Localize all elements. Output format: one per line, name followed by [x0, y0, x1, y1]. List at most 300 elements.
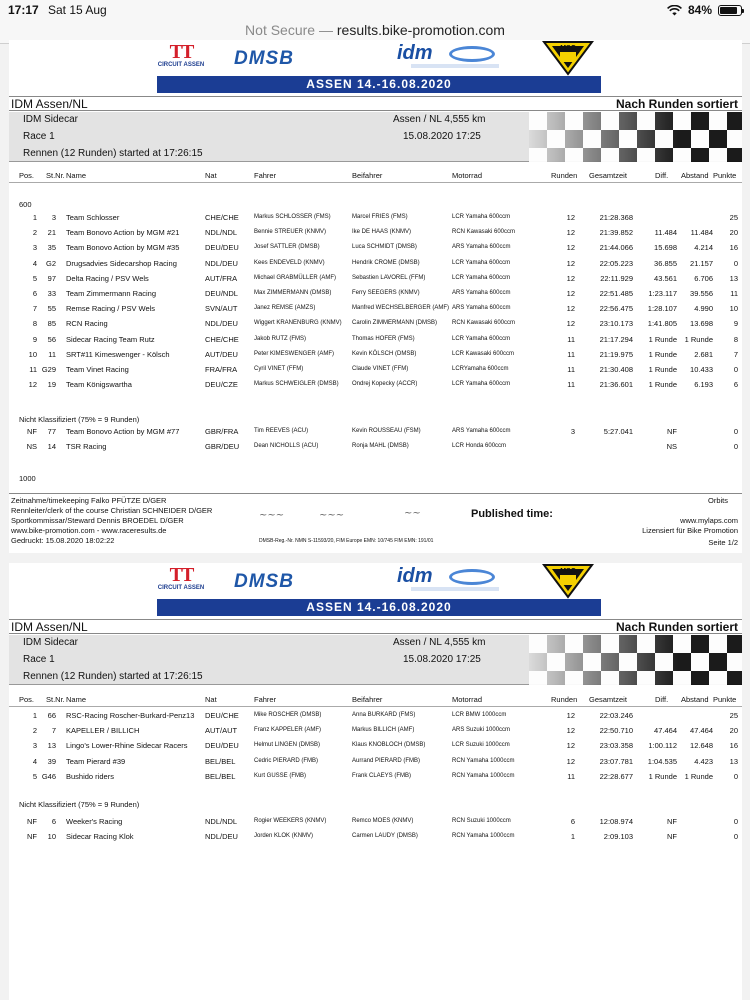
table-row	[9, 739, 742, 753]
table-row	[9, 425, 742, 439]
status-time: 17:17	[8, 3, 39, 17]
cell-diff: 36.855	[654, 258, 677, 268]
cell-pos: 3	[32, 741, 37, 751]
cell-pos: 2	[32, 228, 37, 238]
cell-nr: 55	[47, 304, 56, 314]
cell-punkte: 16	[729, 243, 738, 253]
cell-diff: 1:04.535	[647, 756, 677, 766]
cell-name: Team Königswartha	[66, 380, 132, 390]
race-name: Race 1	[23, 654, 55, 665]
cell-punkte: 25	[729, 711, 738, 720]
cell-diff: 1:00.112	[648, 741, 677, 751]
cell-diff: 1 Runde	[648, 365, 677, 374]
cell-motorrad: ARS Yamaha 600ccm	[452, 428, 511, 434]
not-classified-label: Nicht Klassifiziert (75% = 9 Runden)	[19, 415, 140, 424]
page-title-bar	[9, 96, 742, 111]
cell-zeit: 21:28.368	[599, 213, 633, 222]
cell-nr: 33	[47, 289, 56, 298]
cell-punkte: 0	[733, 258, 738, 268]
cell-nat: GBR/FRA	[205, 427, 239, 436]
cell-nat: AUT/FRA	[205, 273, 238, 283]
mylaps-link[interactable]: www.mylaps.com	[680, 516, 738, 525]
cell-zeit: 21:39.852	[599, 228, 633, 238]
svg-text:MSC: MSC	[560, 45, 576, 52]
table-row	[9, 317, 742, 331]
wifi-icon	[667, 5, 682, 16]
cell-fahrer: Janez REMSE (AMZS)	[254, 305, 316, 312]
cell-zeit: 22:50.710	[599, 726, 633, 736]
cell-abstand: 4.423	[694, 756, 713, 766]
cell-fahrer: Bennie STREUER (KNMV)	[254, 229, 327, 236]
cell-runden: 12	[566, 228, 575, 238]
table-row	[9, 755, 742, 769]
circuit-assen-logo: TT CIRCUIT ASSEN	[157, 41, 205, 68]
cell-nat: DEU/NDL	[205, 289, 238, 298]
table-row	[9, 440, 742, 454]
page-title-bar	[9, 619, 742, 634]
table-row	[9, 378, 742, 392]
table-row	[9, 257, 742, 271]
cell-abstand: 12.648	[690, 741, 713, 751]
cell-punkte: 9	[733, 319, 738, 329]
cell-nr: 3	[51, 213, 56, 222]
cell-name: KAPELLER / BILLICH	[66, 726, 140, 736]
race-datetime: 15.08.2020 17:25	[403, 131, 481, 142]
race-class: IDM Sidecar	[23, 637, 79, 648]
cell-diff: 1 Runde	[648, 771, 677, 781]
cell-pos: 1	[32, 711, 37, 720]
cell-runden: 6	[570, 817, 575, 826]
battery-level	[720, 7, 737, 14]
cell-pos: 3	[32, 243, 37, 253]
cell-runden: 11	[567, 771, 575, 781]
cell-pos: 11	[29, 365, 37, 374]
cell-motorrad: RCN Kawasaki 600ccm	[452, 320, 516, 327]
table-row	[9, 770, 742, 784]
cell-beifahrer: Carolin ZIMMERMANN (DMSB)	[352, 320, 438, 327]
cell-motorrad: RCN Yamaha 1000ccm	[452, 757, 515, 764]
cell-zeit: 5:27.041	[603, 427, 633, 436]
cell-motorrad: RCN Kawasaki 600ccm	[452, 229, 516, 236]
cell-zeit: 21:19.975	[599, 349, 633, 359]
cell-name: Team Pierard #39	[66, 756, 126, 766]
cell-zeit: 22:51.485	[599, 289, 633, 298]
battery-icon	[718, 5, 742, 16]
cell-fahrer: Wiggert KRANENBURG (KNMV)	[254, 320, 342, 327]
cell-pos: 2	[32, 726, 37, 736]
race-info	[9, 635, 742, 685]
cell-diff: NF	[667, 817, 677, 826]
cell-beifahrer: Marcel FRIES (FMS)	[352, 214, 408, 220]
cell-abstand: 47.464	[690, 726, 713, 736]
cell-zeit: 22:03.246	[599, 711, 633, 720]
url-domain: results.bike-promotion.com	[336, 22, 505, 38]
cell-beifahrer: Claude VINET (FFM)	[352, 366, 409, 372]
ccm-label-600: 600	[19, 200, 32, 209]
cell-abstand: 6.706	[694, 273, 713, 283]
page-title: IDM Assen/NL	[11, 620, 88, 634]
cell-runden: 1	[570, 832, 575, 842]
cell-pos: 5	[32, 771, 37, 781]
website-link[interactable]: www.bike-promotion.com - www.raceresults.de	[11, 526, 167, 535]
cell-punkte: 0	[733, 442, 738, 452]
cell-nat: GBR/DEU	[205, 442, 240, 452]
table-row	[9, 724, 742, 738]
cell-pos: 6	[32, 289, 37, 298]
cell-runden: 12	[566, 304, 575, 314]
cell-name: Bushido riders	[66, 771, 114, 781]
cell-beifahrer: Markus BILLICH (AMF)	[352, 727, 415, 734]
cell-zeit: 2:09.103	[603, 832, 633, 842]
cell-abstand: 4.214	[694, 243, 713, 253]
cell-nr: 77	[47, 427, 56, 436]
orbits-label: Orbits	[707, 496, 728, 505]
cell-zeit: 21:17.294	[599, 334, 633, 344]
cell-name: Team Vinet Racing	[66, 365, 129, 374]
cell-motorrad: LCRYamaha 600ccm	[452, 366, 509, 372]
cell-nr: 10	[47, 832, 56, 842]
table-row	[9, 815, 742, 829]
cell-fahrer: Max ZIMMERMANN (DMSB)	[254, 290, 332, 296]
track-info: Assen / NL 4,555 km	[393, 637, 486, 648]
cell-fahrer: Markus SCHWEIGLER (DMSB)	[254, 381, 339, 388]
cell-nat: FRA/FRA	[205, 365, 238, 374]
table-row	[9, 348, 742, 362]
cell-diff: 15.698	[654, 243, 677, 253]
cell-abstand: 11.484	[690, 228, 713, 238]
cell-nat: DEU/DEU	[205, 243, 239, 253]
cell-motorrad: LCR BMW 1000ccm	[452, 712, 507, 718]
cell-abstand: 21.157	[690, 258, 713, 268]
cell-runden: 12	[566, 726, 575, 736]
cell-runden: 12	[566, 258, 575, 268]
cell-runden: 11	[567, 349, 575, 359]
circuit-assen-logo: TT CIRCUIT ASSEN	[157, 564, 205, 591]
cell-abstand: 1 Runde	[684, 771, 713, 781]
cell-motorrad: RCN Yamaha 1000ccm	[452, 772, 515, 779]
cell-motorrad: ARS Yamaha 600ccm	[452, 305, 511, 312]
battery-percent: 84%	[687, 3, 712, 17]
cell-name: Lingo's Lower-Rhine Sidecar Racers	[66, 741, 188, 751]
status-right	[667, 3, 742, 17]
cell-name: SRT#11 Kimeswenger - Kölsch	[66, 349, 170, 359]
cell-motorrad: LCR Yamaha 600ccm	[452, 381, 511, 388]
cell-beifahrer: Anna BURKARD (FMS)	[352, 712, 416, 718]
cell-name: Team Schlosser	[66, 213, 120, 222]
cell-nat: AUT/AUT	[205, 726, 238, 736]
cell-nr: 6	[51, 817, 56, 826]
cell-pos: 10	[28, 349, 37, 359]
cell-motorrad: ARS Suzuki 1000ccm	[452, 727, 511, 734]
cell-name: Sidecar Racing Klok	[66, 832, 134, 842]
cell-punkte: 13	[729, 273, 738, 283]
cell-name: Sidecar Racing Team Rutz	[66, 334, 155, 344]
cell-zeit: 22:28.677	[599, 771, 633, 781]
cell-diff: NF	[667, 832, 677, 842]
cell-zeit: 22:05.223	[599, 258, 633, 268]
cell-nat: BEL/BEL	[205, 771, 236, 781]
cell-fahrer: Peter KIMESWENGER (AMF)	[254, 350, 335, 357]
event-banner: ASSEN 14.-16.08.2020	[157, 599, 601, 616]
cell-nat: NDL/NDL	[205, 817, 238, 826]
cell-abstand: 4.990	[694, 304, 713, 314]
idm-logo: idm	[397, 42, 507, 72]
cell-nr: 19	[47, 380, 56, 390]
cell-punkte: 0	[733, 771, 738, 781]
cell-beifahrer: Carmen LAUDY (DMSB)	[352, 833, 418, 840]
registration: DMSB-Reg.-Nr. NMN S-11593/20, FIM Europe EMN: 10/745 FIM EMN: 191/01	[259, 538, 434, 544]
cell-beifahrer: Ferry SEEGERS (KNMV)	[352, 290, 420, 296]
cell-fahrer: Markus SCHLOSSER (FMS)	[254, 214, 331, 220]
cell-diff: 1:23.117	[648, 289, 677, 298]
sort-label: Nach Runden sortiert	[615, 620, 738, 634]
cell-fahrer: Dean NICHOLLS (ACU)	[254, 443, 319, 450]
cell-nr: 13	[47, 741, 56, 751]
cell-zeit: 22:11.929	[600, 273, 633, 283]
cell-diff: NF	[667, 427, 677, 436]
cell-runden: 12	[566, 741, 575, 751]
cell-fahrer: Josef SATTLER (DMSB)	[254, 244, 320, 251]
cell-zeit: 12:08.974	[599, 817, 633, 826]
cell-runden: 12	[566, 213, 575, 222]
cell-nat: CHE/CHE	[205, 213, 239, 222]
page-footer	[9, 493, 742, 553]
cell-runden: 11	[567, 380, 575, 390]
cell-name: Team Bonovo Action by MGM #21	[66, 228, 180, 238]
cell-name: RSC-Racing Roscher-Burkard-Penz13	[66, 711, 195, 720]
license-text: Lizensiert für Bike Promotion	[642, 526, 738, 535]
cell-name: Team Bonovo Action by MGM #35	[66, 243, 180, 253]
cell-nr: G2	[45, 258, 56, 268]
cell-beifahrer: Manfred WECHSELBERGER (AMF)	[352, 305, 450, 312]
msc-logo	[542, 40, 594, 76]
cell-pos: 1	[32, 213, 37, 222]
event-banner: ASSEN 14.-16.08.2020	[157, 76, 601, 93]
clerk: Rennleiter/clerk of the course Christian SCHNEIDER D/GER	[11, 506, 213, 515]
cell-nr: 39	[47, 756, 56, 766]
cell-name: RCN Racing	[66, 319, 108, 329]
cell-diff: 1:41.805	[647, 319, 677, 329]
checkered-flag	[529, 635, 742, 685]
cell-diff: 47.464	[654, 726, 677, 736]
page-title: IDM Assen/NL	[11, 97, 88, 111]
table-header: Pos. St.Nr. Name Nat Fahrer Beifahrer Motorrad Runden Gesamtzeit Diff. Abstand Punkte	[9, 693, 742, 707]
cell-beifahrer: Remco MOES (KNMV)	[352, 818, 414, 824]
cell-pos: NF	[27, 832, 37, 842]
signature-1: ~~~	[259, 510, 285, 521]
results-page-2	[9, 563, 742, 1000]
cell-pos: NS	[26, 442, 37, 452]
cell-beifahrer: Frank CLAEYS (FMB)	[352, 772, 412, 779]
cell-motorrad: LCR Yamaha 600ccm	[452, 214, 511, 220]
cell-nr: 21	[47, 228, 56, 238]
cell-nr: 14	[47, 442, 56, 452]
cell-beifahrer: Luca SCHMIDT (DMSB)	[352, 244, 417, 251]
cell-punkte: 6	[733, 380, 738, 390]
cell-runden: 12	[566, 711, 575, 720]
cell-fahrer: Kees ENDEVELD (KNMV)	[254, 259, 325, 266]
table-row	[9, 302, 742, 316]
cell-zeit: 23:07.781	[599, 756, 633, 766]
table-row	[9, 241, 742, 255]
cell-nr: G29	[41, 365, 56, 374]
cell-motorrad: LCR Yamaha 600ccm	[452, 274, 511, 281]
race-class: IDM Sidecar	[23, 114, 79, 125]
cell-punkte: 16	[729, 741, 738, 751]
cell-nat: CHE/CHE	[205, 334, 239, 344]
idm-logo: idm	[397, 565, 507, 595]
timekeeping: Zeitnahme/timekeeping Falko PFÜTZE D/GER	[11, 496, 167, 505]
cell-abstand: 1 Runde	[684, 334, 713, 344]
cell-nat: DEU/CHE	[205, 711, 239, 720]
cell-nr: 35	[47, 243, 56, 253]
cell-diff: 43.561	[654, 273, 677, 283]
table-row	[9, 226, 742, 240]
cell-punkte: 25	[729, 213, 738, 222]
cell-pos: 5	[32, 273, 37, 283]
cell-runden: 11	[567, 334, 575, 344]
cell-runden: 12	[566, 756, 575, 766]
cell-motorrad: ARS Yamaha 600ccm	[452, 244, 511, 251]
cell-nat: NDL/NDL	[205, 228, 238, 238]
cell-diff: 11.484	[654, 228, 677, 238]
cell-punkte: 20	[729, 228, 738, 238]
cell-diff: 1:28.107	[647, 304, 677, 314]
sort-label: Nach Runden sortiert	[615, 97, 738, 111]
page-number: Seite 1/2	[708, 538, 738, 547]
cell-abstand: 13.698	[690, 319, 713, 329]
cell-motorrad: LCR Suzuki 1000ccm	[452, 742, 510, 749]
cell-abstand: 39.556	[690, 289, 713, 298]
cell-nat: SVN/AUT	[205, 304, 238, 314]
cell-diff: 1 Runde	[648, 334, 677, 344]
cell-name: Drugsadvies Sidecarshop Racing	[66, 258, 177, 268]
cell-diff: 1 Runde	[648, 349, 677, 359]
cell-name: TSR Racing	[66, 442, 107, 452]
cell-zeit: 23:10.173	[599, 319, 633, 329]
race-start: Rennen (12 Runden) started at 17:26:15	[23, 148, 203, 159]
cell-fahrer: Jakob RUTZ (FMS)	[254, 335, 307, 342]
cell-pos: NF	[27, 817, 37, 826]
cell-nr: G46	[41, 771, 56, 781]
cell-abstand: 2.681	[694, 349, 713, 359]
cell-fahrer: Tim REEVES (ACU)	[254, 428, 309, 434]
cell-beifahrer: Klaus KNOBLOCH (DMSB)	[352, 742, 426, 749]
dmsb-logo: DMSB	[234, 48, 294, 69]
cell-punkte: 10	[729, 304, 738, 314]
cell-name: Remse Racing / PSV Wels	[66, 304, 156, 314]
cell-beifahrer: Kevin KÖLSCH (DMSB)	[352, 350, 417, 357]
table-row	[9, 272, 742, 286]
cell-diff: 1 Runde	[648, 380, 677, 390]
cell-name: Weeker's Racing	[66, 817, 123, 826]
cell-punkte: 0	[733, 427, 738, 436]
cell-zeit: 21:44.066	[599, 243, 633, 253]
cell-pos: 4	[32, 756, 37, 766]
cell-diff: NS	[666, 442, 677, 452]
not-secure-label: Not Secure —	[245, 22, 333, 38]
cell-beifahrer: Ike DE HAAS (KNMV)	[352, 229, 412, 236]
cell-nat: AUT/DEU	[205, 349, 238, 359]
signature-3: ~~	[404, 508, 421, 519]
cell-nr: 11	[48, 349, 56, 359]
dmsb-logo: DMSB	[234, 571, 294, 592]
cell-name: Delta Racing / PSV Wels	[66, 273, 149, 283]
cell-nat: DEU/CZE	[205, 380, 238, 390]
table-row	[9, 287, 742, 301]
cell-zeit: 21:36.601	[599, 380, 633, 390]
cell-motorrad: RCN Yamaha 1000ccm	[452, 833, 515, 840]
cell-pos: 4	[32, 258, 37, 268]
ccm-label-1000: 1000	[19, 474, 36, 483]
sponsor-logos	[9, 563, 742, 599]
cell-abstand: 10.433	[690, 365, 713, 374]
cell-beifahrer: Aurrand PIERARD (FMB)	[352, 757, 421, 764]
printed-date: Gedruckt: 15.08.2020 18:02:22	[11, 536, 115, 545]
cell-abstand: 6.193	[694, 380, 713, 390]
cell-runden: 12	[566, 289, 575, 298]
race-start: Rennen (12 Runden) started at 17:26:15	[23, 671, 203, 682]
cell-punkte: 7	[733, 349, 738, 359]
signature-2: ~~~	[319, 510, 345, 521]
table-header: Pos. St.Nr. Name Nat Fahrer Beifahrer Motorrad Runden Gesamtzeit Diff. Abstand Punkte	[9, 169, 742, 183]
cell-fahrer: Michael GRABMÜLLER (AMF)	[254, 274, 337, 281]
table-row	[9, 211, 742, 225]
cell-punkte: 13	[729, 756, 738, 766]
results-page-1	[9, 40, 742, 553]
cell-nat: NDL/DEU	[205, 258, 238, 268]
table-row	[9, 363, 742, 377]
cell-beifahrer: Ondrej Kopecky (ACCR)	[352, 381, 418, 388]
cell-motorrad: LCR Honda 600ccm	[452, 443, 507, 450]
cell-fahrer: Rogier WEEKERS (KNMV)	[254, 818, 327, 824]
cell-runden: 3	[570, 427, 575, 436]
msc-logo	[542, 563, 594, 599]
cell-nat: BEL/BEL	[205, 756, 236, 766]
cell-fahrer: Helmut LINGEN (DMSB)	[254, 742, 321, 749]
table-row	[9, 333, 742, 347]
cell-pos: NF	[27, 427, 37, 436]
cell-zeit: 22:56.475	[599, 304, 633, 314]
cell-motorrad: LCR Yamaha 600ccm	[452, 259, 511, 266]
cell-nat: NDL/DEU	[205, 832, 238, 842]
cell-fahrer: Franz KAPPELER (AMF)	[254, 727, 322, 734]
table-row	[9, 709, 742, 723]
cell-fahrer: Cedric PIERARD (FMB)	[254, 757, 319, 764]
cell-zeit: 23:03.358	[599, 741, 633, 751]
cell-runden: 12	[566, 273, 575, 283]
cell-beifahrer: Thomas HOFER (FMS)	[352, 335, 415, 342]
cell-fahrer: Cyril VINET (FFM)	[254, 366, 304, 372]
cell-motorrad: LCR Yamaha 600ccm	[452, 335, 511, 342]
cell-name: Team Zimmermann Racing	[66, 289, 157, 298]
cell-motorrad: LCR Kawasaki 600ccm	[452, 350, 515, 357]
cell-beifahrer: Kevin ROUSSEAU (FSM)	[352, 428, 421, 434]
cell-nr: 97	[47, 273, 56, 283]
status-date: Sat 15 Aug	[48, 3, 107, 17]
cell-motorrad: RCN Suzuki 1000ccm	[452, 818, 511, 824]
cell-nr: 85	[47, 319, 56, 329]
cell-punkte: 0	[733, 832, 738, 842]
cell-nr: 66	[47, 711, 56, 720]
svg-text:MSC: MSC	[560, 568, 576, 575]
cell-beifahrer: Sebastien LAVOREL (FFM)	[352, 274, 426, 281]
cell-nat: DEU/DEU	[205, 741, 239, 751]
cell-runden: 12	[566, 243, 575, 253]
race-datetime: 15.08.2020 17:25	[403, 654, 481, 665]
cell-pos: 12	[28, 380, 37, 390]
cell-fahrer: Mike ROSCHER (DMSB)	[254, 712, 322, 718]
